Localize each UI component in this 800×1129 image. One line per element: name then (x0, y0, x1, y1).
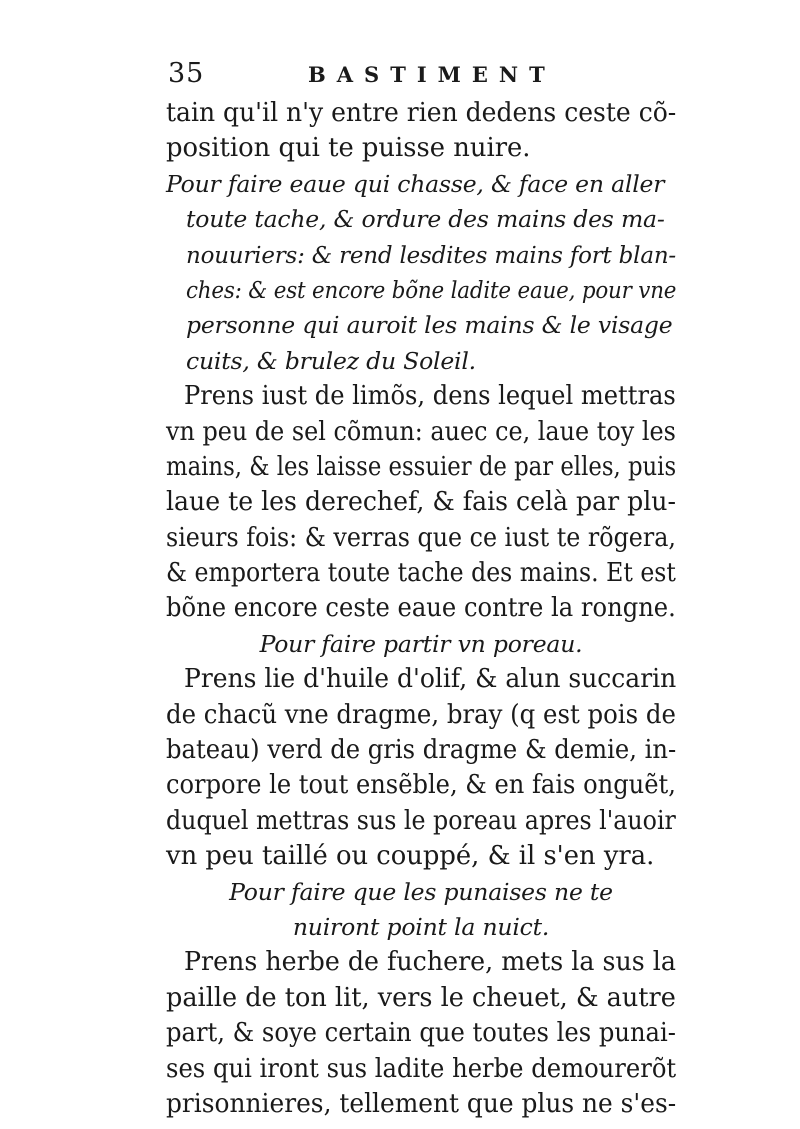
page-number: 35 (168, 58, 205, 89)
text-line: position qui te puisse nuire. (166, 133, 531, 164)
text-line: Prens lie d'huile d'olif, & alun succarin (184, 664, 677, 695)
text-line: Prens iust de limõs, dens lequel mettras (184, 381, 676, 412)
text-block (166, 96, 676, 1122)
text-line: corpore le tout ensẽble, & en fais onguẽt, (166, 770, 676, 801)
text-line: bõne encore ceste eaue contre la rongne. (166, 593, 676, 624)
recipe-heading-line: nuiront point la nuict. (292, 912, 550, 941)
text-line: ses qui iront sus ladite herbe demourerõt (166, 1053, 677, 1084)
text-line: Prens herbe de fuchere, mets la sus la (184, 947, 676, 978)
recipe-heading-line: toute tache, & ordure des mains des ma- (186, 205, 665, 234)
text-line: prisonnieres, tellement que plus ne s'es- (166, 1088, 677, 1119)
text-line: vn peu taillé ou couppé, & il s'en yra. (166, 841, 655, 872)
text-line: mains, & les laisse essuier de par elles, puis (166, 451, 677, 482)
recipe-heading-line: Pour faire partir vn poreau. (259, 629, 583, 658)
text-line: de chacũ vne dragme, bray (q est pois de (166, 699, 676, 730)
recipe-heading-line: Pour faire eaue qui chasse, & face en aller (166, 169, 665, 198)
text-line: tain qu'il n'y entre rien dedens ceste cõ- (166, 98, 677, 128)
running-title: BASTIMENT (308, 62, 556, 87)
page-header (168, 58, 668, 94)
recipe-heading-line: Pour faire que les punaises ne te (229, 877, 613, 906)
recipe-heading-line: nouuriers: & rend lesdites mains fort blan- (186, 240, 676, 269)
recipe-heading-line: ches: & est encore bõne ladite eaue, pour vne (186, 275, 677, 304)
recipe-heading-line: personne qui auroit les mains & le visage (186, 311, 673, 340)
text-line: & emportera toute tache des mains. Et est (166, 558, 676, 589)
text-line: laue te les derechef, & fais celà par plu- (166, 487, 677, 518)
text-line: duquel mettras sus le poreau apres l'auoir (166, 805, 676, 836)
text-line: vn peu de sel cõmun: auec ce, laue toy les (166, 416, 676, 447)
text-line: bateau) verd de gris dragme & demie, in- (166, 735, 677, 766)
recipe-heading-line: cuits, & brulez du Soleil. (186, 346, 476, 375)
text-line: sieurs fois: & verras que ce iust te rõgera, (166, 522, 676, 553)
text-line: part, & soye certain que toutes les punai- (166, 1018, 676, 1049)
text-line: paille de ton lit, vers le cheuet, & autre (166, 982, 676, 1013)
